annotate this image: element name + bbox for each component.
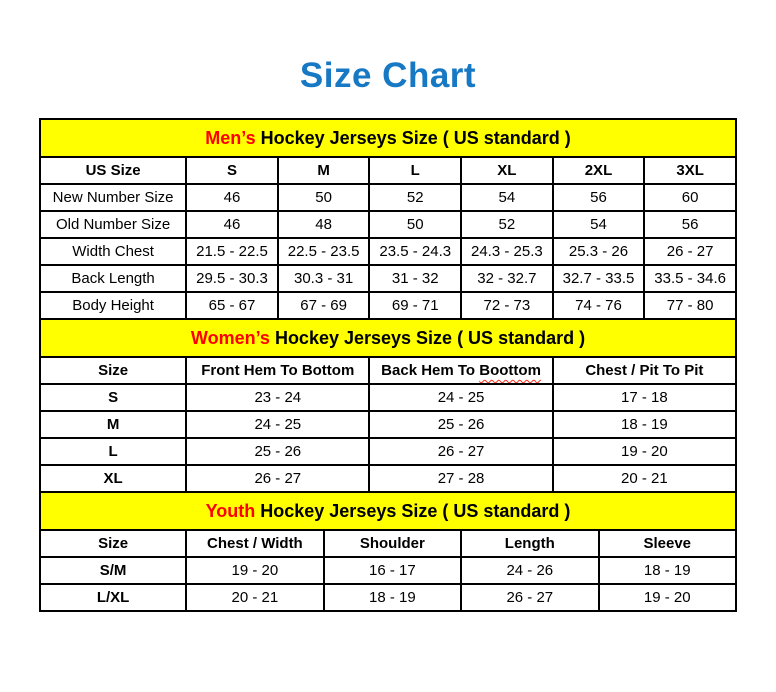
size-value: 50: [369, 211, 461, 238]
column-header-2xl: 2XL: [553, 157, 645, 184]
size-value: 19 - 20: [553, 438, 736, 465]
size-value: 52: [369, 184, 461, 211]
row-label: L: [40, 438, 186, 465]
size-value: 72 - 73: [461, 292, 553, 319]
womens-table-row-m: [40, 411, 736, 438]
size-value: 18 - 19: [599, 557, 736, 584]
womens-table-row-s: [40, 384, 736, 411]
size-value: 30.3 - 31: [278, 265, 370, 292]
size-value: 17 - 18: [553, 384, 736, 411]
column-header-front-hem-to-bottom: Front Hem To Bottom: [186, 357, 369, 384]
size-value: 21.5 - 22.5: [186, 238, 278, 265]
size-value: 25.3 - 26: [553, 238, 645, 265]
row-label: Body Height: [40, 292, 186, 319]
row-label: Old Number Size: [40, 211, 186, 238]
size-value: 60: [644, 184, 736, 211]
column-header-length: Length: [461, 530, 598, 557]
column-header-us-size: US Size: [40, 157, 186, 184]
size-value: 26 - 27: [461, 584, 598, 611]
youth-section-header-row: [40, 492, 736, 530]
size-value: 33.5 - 34.6: [644, 265, 736, 292]
mens-header-highlight: Men’s: [205, 127, 256, 148]
size-value: 54: [553, 211, 645, 238]
row-label: New Number Size: [40, 184, 186, 211]
size-value: 26 - 27: [369, 438, 552, 465]
womens-table-row-l: [40, 438, 736, 465]
size-value: 25 - 26: [186, 438, 369, 465]
womens-section-header-row: [40, 319, 736, 357]
size-value: 23.5 - 24.3: [369, 238, 461, 265]
youth-column-header-row: [40, 530, 736, 557]
column-header-xl: XL: [461, 157, 553, 184]
mens-table-row-old-number-size: [40, 211, 736, 238]
size-value: 18 - 19: [553, 411, 736, 438]
size-value: 27 - 28: [369, 465, 552, 492]
size-value: 19 - 20: [599, 584, 736, 611]
youth-header-text: Hockey Jerseys Size ( US standard ): [255, 500, 571, 521]
mens-column-header-row: [40, 157, 736, 184]
mens-table-row-new-number-size: [40, 184, 736, 211]
size-value: 46: [186, 184, 278, 211]
size-value: 50: [278, 184, 370, 211]
size-value: 56: [644, 211, 736, 238]
column-header-size: Size: [40, 530, 186, 557]
size-value: 24 - 25: [186, 411, 369, 438]
size-value: 32.7 - 33.5: [553, 265, 645, 292]
size-value: 24.3 - 25.3: [461, 238, 553, 265]
misspelled-word: Boottom: [479, 362, 541, 379]
mens-table-row-body-height: [40, 292, 736, 319]
size-value: 22.5 - 23.5: [278, 238, 370, 265]
column-header-chest-pit-to-pit: Chest / Pit To Pit: [553, 357, 736, 384]
column-header-s: S: [186, 157, 278, 184]
size-value: 54: [461, 184, 553, 211]
size-value: 32 - 32.7: [461, 265, 553, 292]
size-value: 31 - 32: [369, 265, 461, 292]
womens-table-row-xl: [40, 465, 736, 492]
womens-section-header: [40, 319, 736, 357]
size-value: 25 - 26: [369, 411, 552, 438]
mens-size-table: [39, 118, 737, 320]
womens-size-table: [39, 318, 737, 493]
size-value: 56: [553, 184, 645, 211]
row-label: Width Chest: [40, 238, 186, 265]
womens-header-text: Hockey Jerseys Size ( US standard ): [269, 327, 586, 348]
size-value: 23 - 24: [186, 384, 369, 411]
column-header-m: M: [278, 157, 370, 184]
mens-header-text: Hockey Jerseys Size ( US standard ): [255, 127, 571, 148]
column-header-shoulder: Shoulder: [324, 530, 461, 557]
size-value: 26 - 27: [186, 465, 369, 492]
size-value: 46: [186, 211, 278, 238]
size-value: 20 - 21: [186, 584, 323, 611]
column-header-3xl: 3XL: [644, 157, 736, 184]
mens-table-row-back-length: [40, 265, 736, 292]
size-value: 18 - 19: [324, 584, 461, 611]
row-label: S/M: [40, 557, 186, 584]
row-label: XL: [40, 465, 186, 492]
mens-table-row-width-chest: [40, 238, 736, 265]
youth-header-highlight: Youth: [205, 500, 256, 521]
mens-section-header-row: [40, 119, 736, 157]
size-value: 74 - 76: [553, 292, 645, 319]
page-title: Size Chart: [299, 56, 477, 95]
size-value: 77 - 80: [644, 292, 736, 319]
column-header-text: Back Hem To: [381, 362, 480, 379]
column-header-sleeve: Sleeve: [599, 530, 736, 557]
size-value: 24 - 26: [461, 557, 598, 584]
size-value: 16 - 17: [324, 557, 461, 584]
column-header-l: L: [369, 157, 461, 184]
size-value: 48: [278, 211, 370, 238]
size-value: 19 - 20: [186, 557, 323, 584]
row-label: M: [40, 411, 186, 438]
column-header-size: Size: [40, 357, 186, 384]
size-value: 24 - 25: [369, 384, 552, 411]
tables-container: [39, 118, 737, 612]
row-label: L/XL: [40, 584, 186, 611]
size-value: 26 - 27: [644, 238, 736, 265]
column-header-back-hem-to-boottom: [369, 357, 552, 384]
row-label: S: [40, 384, 186, 411]
youth-size-table: [39, 491, 737, 612]
mens-section-header: [40, 119, 736, 157]
youth-table-row-l-xl: [40, 584, 736, 611]
size-value: 20 - 21: [553, 465, 736, 492]
size-value: 52: [461, 211, 553, 238]
size-value: 65 - 67: [186, 292, 278, 319]
column-header-chest-width: Chest / Width: [186, 530, 323, 557]
youth-section-header: [40, 492, 736, 530]
size-value: 69 - 71: [369, 292, 461, 319]
row-label: Back Length: [40, 265, 186, 292]
size-value: 29.5 - 30.3: [186, 265, 278, 292]
youth-table-row-s-m: [40, 557, 736, 584]
size-value: 67 - 69: [278, 292, 370, 319]
womens-column-header-row: [40, 357, 736, 384]
womens-header-highlight: Women’s: [190, 327, 270, 348]
